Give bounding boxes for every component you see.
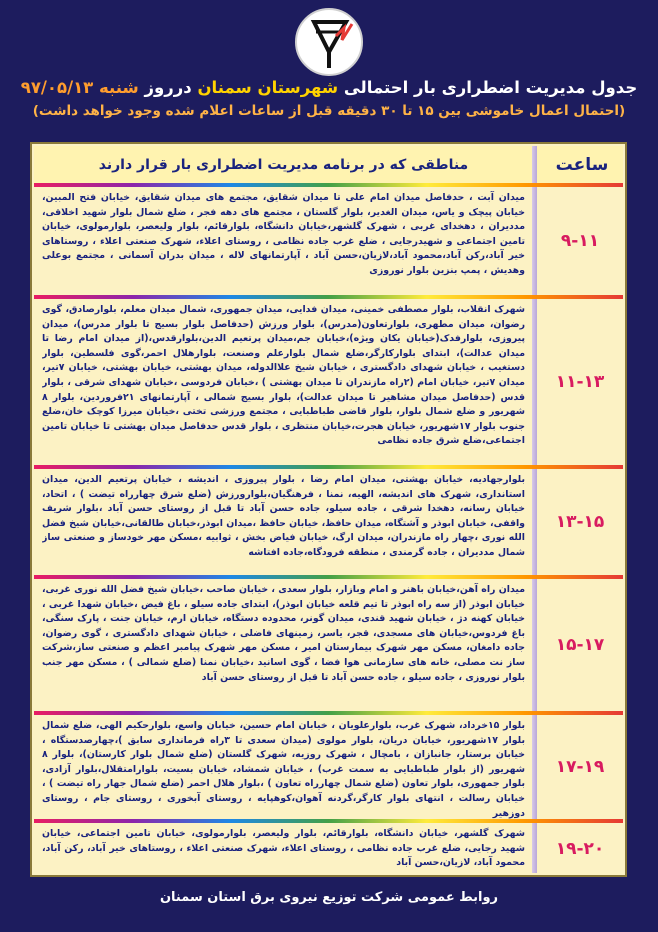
page-title [10, 78, 648, 97]
row-areas: شهرک انقلاب، بلوار مصطفی خمینی، میدان فدایی، میدان جمهوری، شمال میدان معلم، بلوارصادق، گوی رضوان، میدان مطهری، بلوارتعاون(مدرس)، بلوار ورزش (حدفاصل بلوار بسیج تا بلوار مدرس)، میدان پیروزی، بلوارفدک(خیابان یکان ویژه)،خیابان جم،میدان پرتعیم الدین،بلوارقدس،(از میدان امام رضا تا میدان عدالت)، ابتدای بلوارکارگر،ضلع شمال بلوارعلم وصنعت، بلوارهلال احمر،گوی فلسطین، بلوار دستغیب ، خیابان شهدای دادگستری ، خیابان شیخ علاالدوله، میدان بهشتی، خیابان بهشتی، خیابان ۷تیر، میدان ۷تیر، خیابان امام (۲راه مازندران تا میدان بهشتی ) ،خیابان فردوسی ،خیابان شهدای شرقی ، بلوار قدس (حدفاصل میدان مشاهیر تا میدان عدالت)، بلوار بسیج شمالی ، آپارتمانهای ۲۱فروردین، بلوار ۸ شهریور و ضلع شمال بلوار، بلوار قاضی طباطبایی ، مجتمع ورزشی تختی ،خیابان میرزا کوچک خان،ضلع جنوب بلوار ۱۷شهریور، خیابان هجرت،خیابان منتظری ، بلوار قدس حدفاصل میدان بهشتی تا خیابان تامین اجتماعی،ضلع شرق جاده نظامی [42, 304, 525, 447]
row-time: ۹-۱۱ [560, 231, 600, 251]
table-row [34, 187, 623, 295]
row-areas: شهرک گلشهر، خیابان دانشگاه، بلوارقائم، بلوار ولیعصر، بلوارمولوی، خیابان تامین اجتماعی، خیابان شهید رجایی، ضلع غرب جاده نظامی ، روستای اعلاء، شهرک صنعتی اعلاء ، روستاهای خیر آباد، رکن آباد، محمود آباد، لازیان،حسن آباد [42, 828, 525, 869]
row-time: ۱۹-۲۰ [555, 839, 605, 859]
page-subtitle: (احتمال اعمال خاموشی بین ۱۵ تا ۳۰ دقیقه قبل از ساعات اعلام شده وجود خواهد داشت) [32, 103, 626, 119]
row-areas: بلوار ۱۵خرداد، شهرک غرب، بلوارعلویان ، خیابان امام حسین، خیابان واسع، بلوارحکیم الهی، ضلع شمال بلوار ۱۷شهریور، خیابان دریان، بلوار مولوی (میدان سعدی تا ۳راه فرمانداری سابق )،چهارصدستگاه ، خیابان برستار، جانبازان ، بامچال ، شهرک روزیه، شهرک گلستان (ضلع شمال بلوار کارستان)، بلوار ۸ شهریور (از بلوار طباطبایی به سمت غرب) ، خیابان شمشاد، خیابان بسیت، بلوارامتقلال،بلوار آزادی، بلوار جمهوری، بلوار تعاون (ضلع شمال چهارراه تعاون ) ،بلوار هلال احمر (ضلع شمال جهار راه تیضت ) ، خیابان رسالت ، انتهای بلوار کارگر،گردنه آهوان،کوهپایه ، روستای آبخوری ، روستای جام ، روستای دوزهیر [42, 720, 525, 819]
row-areas: میدان راه آهن،خیابان باهنر و امام وبازار، بلوار سعدی ، خیابان صاحب ،خیابان شیخ فضل الله نوری غربی، خیابان ابوذر (از سه راه ابوذر تا تیم قلعه خیابان ابوذر)، ابتدای جاده سیلو ، باغ فیض ،خیابان شهدا غربی ، خیابان کهنه دژ ، خیابان شهید قندی، میدان گونر، محدوده دستگاه، خیابان ارم، خیابان جنت ، پارک سنگی، باغ فردوس،خیابان های مسجدی، قجر، یاسر، زمینهای فاضلی ، خیابان شهدای دادگستری ، گوی رضوان، جاده دامغان، مسکن مهر شهرک بیمارستان امیر ، مسکن مهر شهرک پیامبر اعظم و صنعتی ساز،شرکت ساز نت مصلی، خانه های سازمانی هوا فضا ، گوی اسانید ،خیابان نمنا (ضلع شمالی ) ، مسکن مهر جنب بلوار نوروزی ، جاده سیلو ، جاده حسن آباد تا قبل از روستای حسن آباد [42, 584, 525, 683]
table-row [34, 299, 623, 465]
row-time: ۱۵-۱۷ [555, 635, 605, 655]
column-header-time: ساعت [555, 154, 609, 175]
row-time: ۱۳-۱۵ [555, 512, 605, 532]
row-time: ۱۷-۱۹ [555, 757, 605, 777]
table-row [34, 579, 623, 711]
electric-tower-icon [292, 6, 366, 78]
table-row [34, 823, 623, 875]
column-header-areas: مناطقی که در برنامه مدیریت اضطراری بار قرار دارند [98, 156, 469, 173]
title-city: شهرستان سمنان [197, 78, 339, 97]
footer-credit: روابط عمومی شرکت توزیع نیروی برق استان سمنان [159, 890, 499, 905]
row-areas: میدان آبت ، حدفاصل میدان امام علی تا میدان شقایق، مجتمع های میدان شقایق، خیابان فتح المبین، خیابان پیچک و یاس، میدان الغدیر، بلوار گلستان ، مجتمع های دهه فجر ، ضلع شمال بلوار شهید اخلاقی، مددیران ، دهخدای غربی ، شهرک گلشهر،خیابان دانشگاه، بلوارقائم، بلوار ولیعصر، بلوارمولوی، خیابان تامین اجتماعی و شهیدرجایی ، ضلع غرب جاده نظامی ، روستای اعلاء، شهرک صنعتی اعلاء ، روستاهای خیر آباد،رکن آباد،محمود آباد،لازیان،حسن آباد ، آپارتمانهای لاله ، میدان بدران آسمانی ، مجتمع بوعلی وهدیش ، پمپ بنزین بلوار نوروزی [42, 192, 525, 276]
table-row [34, 469, 623, 575]
title-part1: جدول مدیریت اضطراری بار احتمالی [343, 78, 638, 97]
row-time: ۱۱-۱۳ [555, 372, 605, 392]
schedule-table [30, 142, 627, 877]
title-part2: درروز [144, 78, 192, 97]
table-row [34, 715, 623, 819]
title-day: شنبه ۹۷/۰۵/۱۳ [20, 78, 139, 97]
row-areas: بلوارجهادیه، خیابان بهشتی، میدان امام رضا ، بلوار پیروزی ، اندیشه ، خیابان پرتعیم الدین، میدان استانداری، شهرک های اندیشه، الهیه، نمنا ، فرهنگیان،بلوارورزش (ضلع شرق چهارراه تیضت ) ، اتحاد، خیابان رسانه، دهخدا شرقی ، جاده سیلو، جاده حسن آباد تا قبل از روستای حسن آباد ،بلوار شریف واقفی، خیابان ابوذر و آشتگاه، میدان حافظ، خیابان حافظ ،میدان ابوذر،خیابان طالقانی،خیابان شیخ فضل الله نوری ،چهار راه مازندران، میدان ارگ، خیابان فیاض بخش ، ثوابیه ،مسکن مهر خودساز و صنعتی ساز شمال مددیران ، جاده گرمندی ، منطقه فرودگاه،جاده افتاشه [42, 474, 525, 558]
